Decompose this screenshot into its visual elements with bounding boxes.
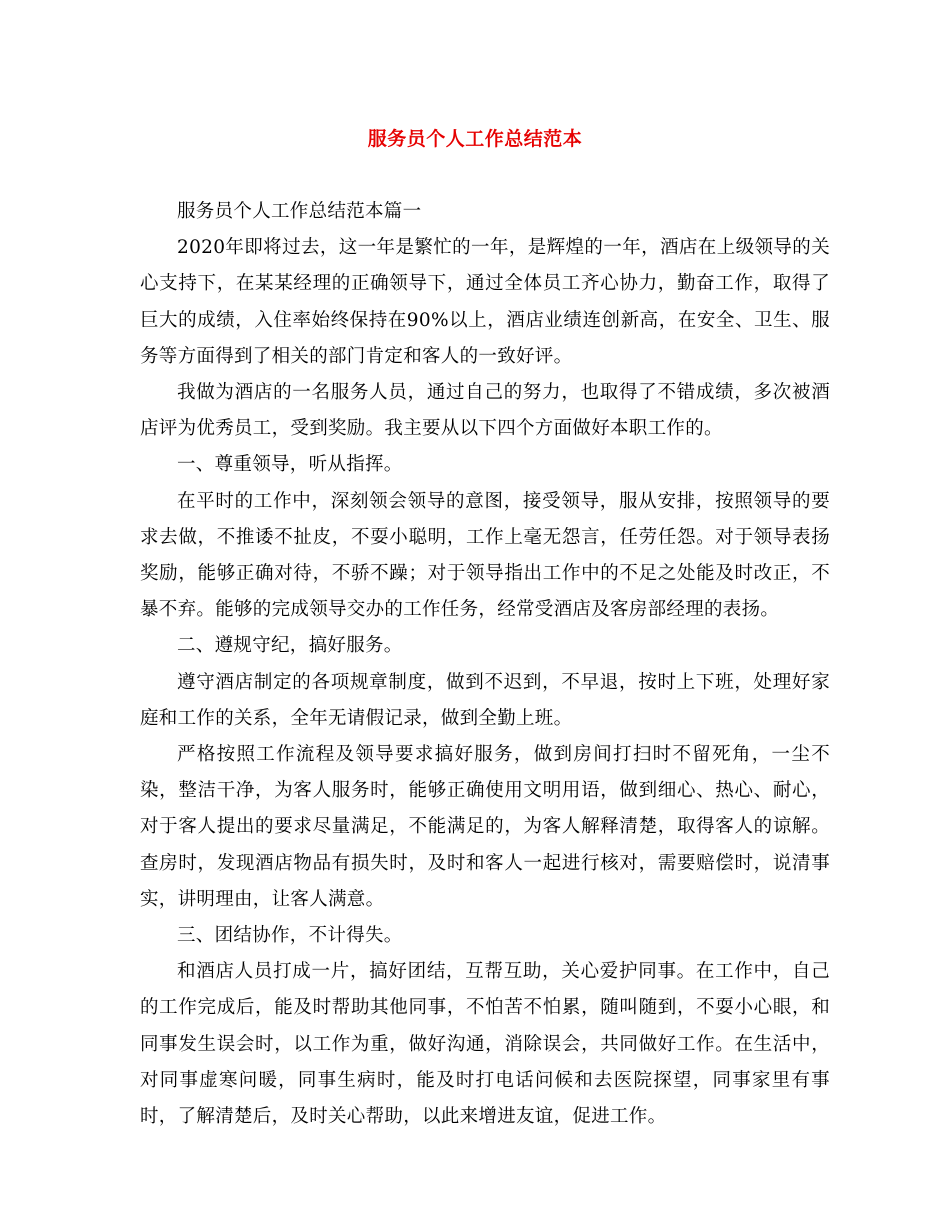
document-body [140, 194, 830, 1135]
paragraph-attendance: 遵守酒店制定的各项规章制度，做到不迟到，不早退，按时上下班，处理好家庭和工作的关系，全年无请假记录，做到全勤上班。 [140, 671, 830, 729]
section-heading-teamwork: 三、团结协作，不计得失。 [177, 925, 403, 947]
paragraph-teamwork: 和酒店人员打成一片，搞好团结，互帮互助，关心爱护同事。在工作中，自己的工作完成后，能及时帮助其他同事，不怕苦不怕累，随叫随到，不耍小心眼，和同事发生误会时，以工作为重，做好沟通，消除误会，共同做好工作。在生活中，对同事虚寒问暖，同事生病时，能及时打电话问候和去医院探望，同事家里有事时，了解清楚后，及时关心帮助，以此来增进友谊，促进工作。 [140, 961, 830, 1128]
paragraph-service: 严格按照工作流程及领导要求搞好服务，做到房间打扫时不留死角，一尘不染，整洁干净，为客人服务时，能够正确使用文明用语，做到细心、热心、耐心，对于客人提出的要求尽量满足，不能满足的，为客人解释清楚，取得客人的谅解。查房时，发现酒店物品有损失时，及时和客人一起进行核对，需要赔偿时，说清事实，讲明理由，让客人满意。 [140, 744, 830, 910]
section-heading-part-one: 服务员个人工作总结范本篇一 [177, 201, 422, 222]
section-heading-respect-leaders: 一、尊重领导，听从指挥。 [177, 454, 403, 476]
paragraph-self-summary: 我做为酒店的一名服务人员，通过自己的努力，也取得了不错成绩，多次被酒店评为优秀员工，受到奖励。我主要从以下四个方面做好本职工作的。 [140, 382, 830, 440]
paragraph-intro: 2020年即将过去，这一年是繁忙的一年，是辉煌的一年，酒店在上级领导的关心支持下，在某某经理的正确领导下，通过全体员工齐心协力，勤奋工作，取得了巨大的成绩，入住率始终保持在90%以上，酒店业绩连创新高，在安全、卫生、服务等方面得到了相关的部门肯定和客人的一致好评。 [140, 237, 830, 367]
paragraph-respect-leaders: 在平时的工作中，深刻领会领导的意图，接受领导，服从安排，按照领导的要求去做，不推诿不扯皮，不耍小聪明，工作上毫无怨言，任劳任怨。对于领导表扬奖励，能够正确对待，不骄不躁；对于领导指出工作中的不足之处能及时改正，不暴不弃。能够的完成领导交办的工作任务，经常受酒店及客房部经理的表扬。 [140, 490, 830, 621]
section-heading-follow-rules: 二、遵规守纪，搞好服务。 [177, 635, 403, 657]
document-title: 服务员个人工作总结范本 [367, 128, 583, 150]
